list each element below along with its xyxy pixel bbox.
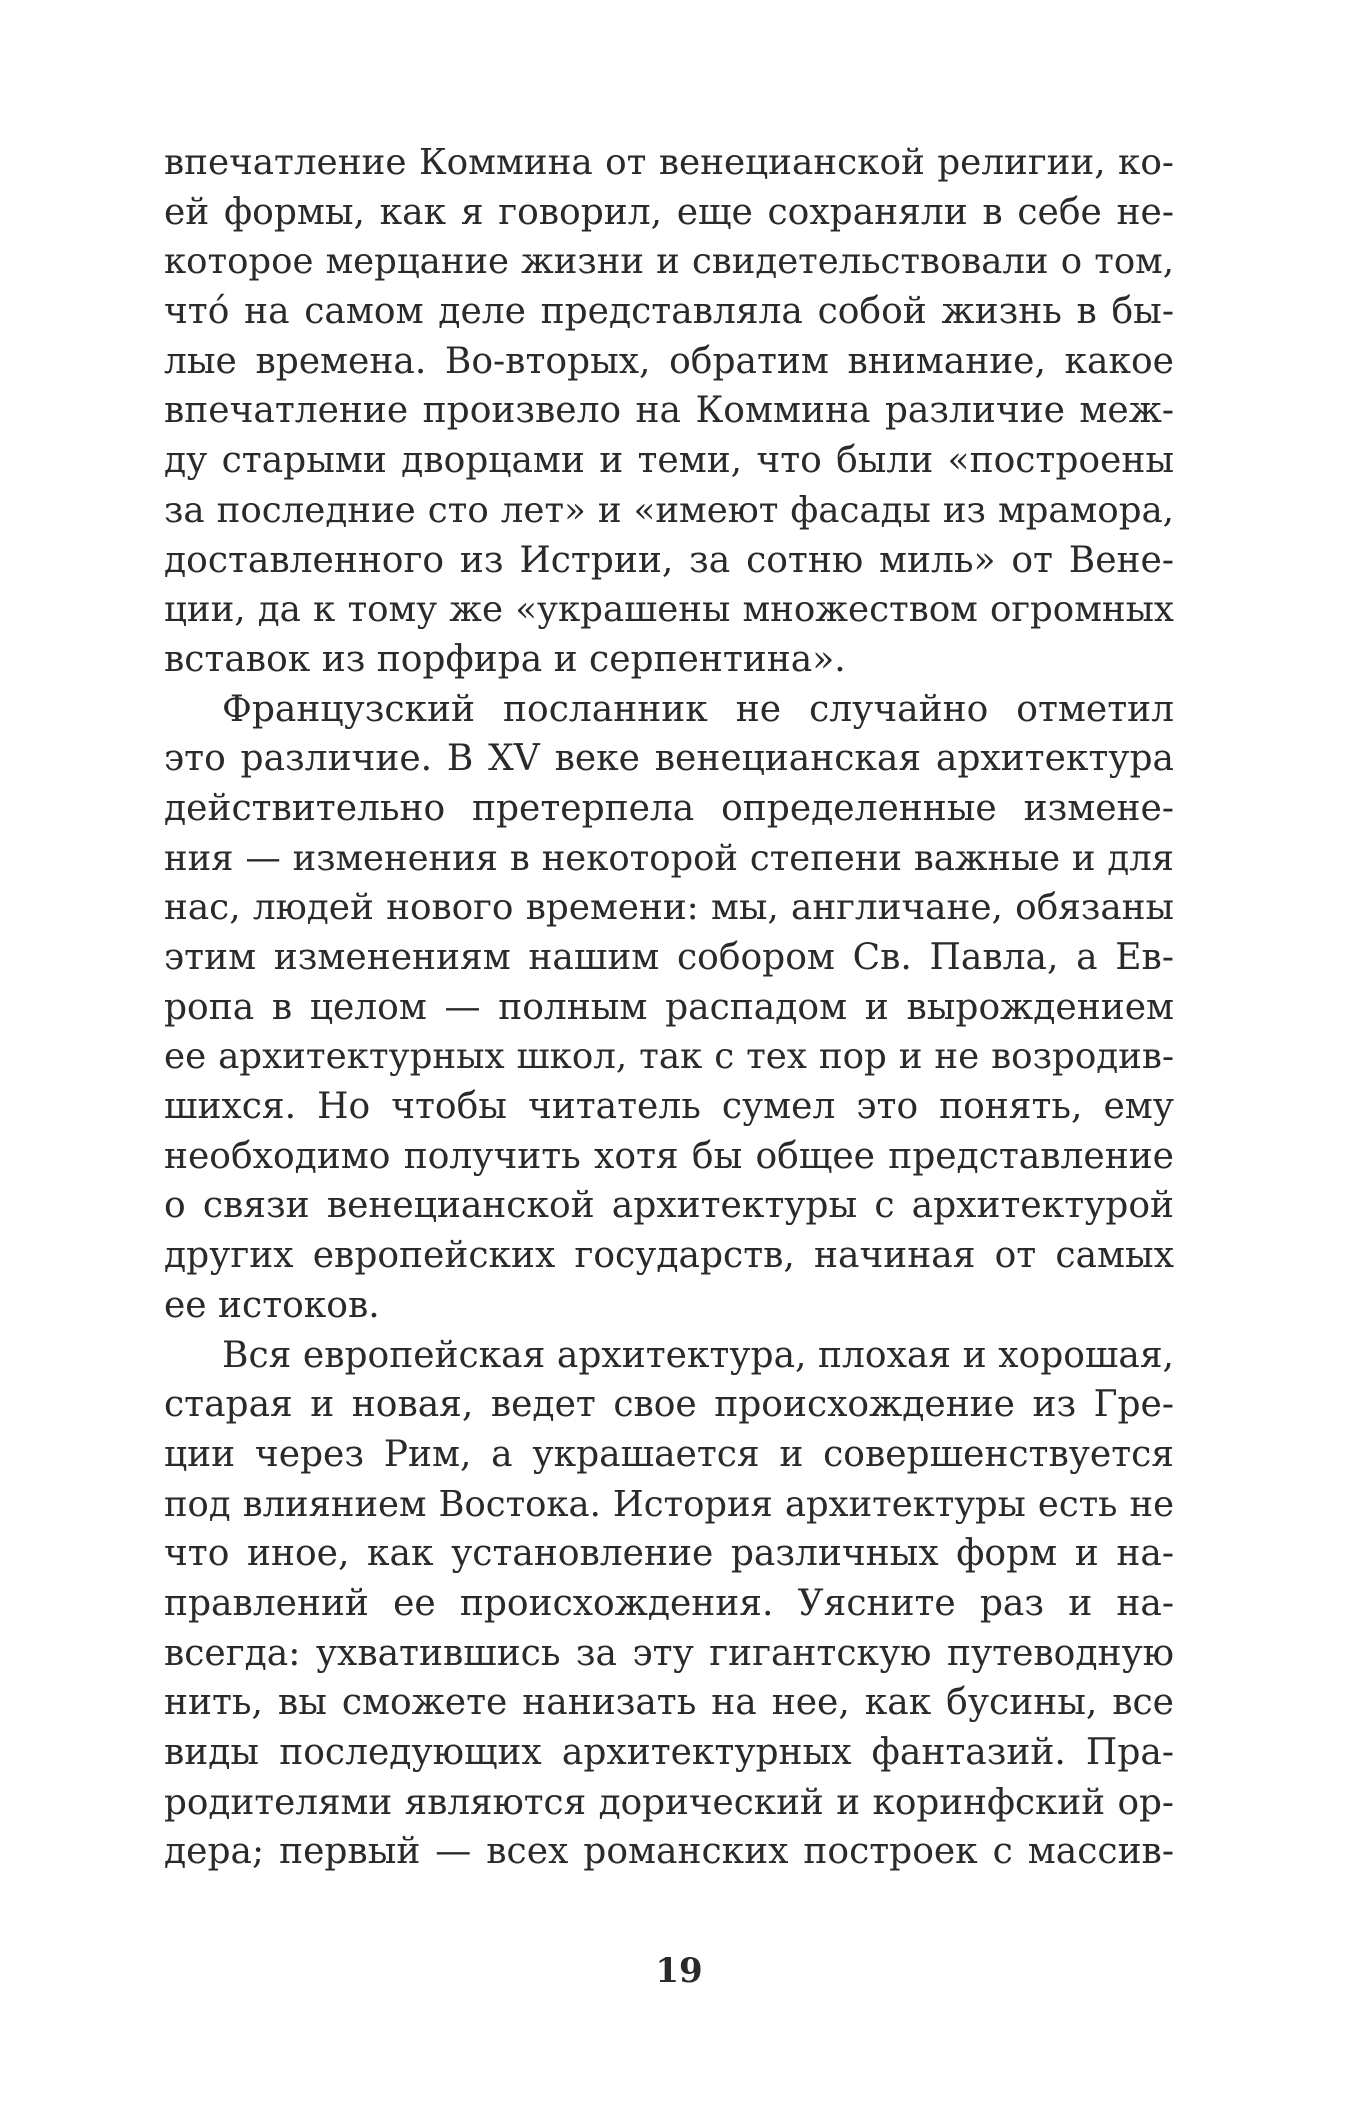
text-line: этим изменениям нашим собором Св. Павла, а Ев- [164, 937, 1174, 978]
text-line: родителями являются дорический и коринфский ор- [164, 1781, 1174, 1823]
text-line: вставок из порфира и серпентина». [164, 638, 846, 680]
text-line: впечатление произвело на Коммина различие меж- [164, 390, 1174, 432]
text-line: о связи венецианской архитектуры с архитектурой [164, 1185, 1174, 1227]
text-line: других европейских государств, начиная от самых [164, 1235, 1174, 1277]
text-line: нас, людей нового времени: мы, англичане, обязаны [164, 887, 1174, 929]
text-line: действительно претерпела определенные измене- [164, 787, 1174, 829]
text-line: доставленного из Истрии, за сотню миль» от Вене- [164, 539, 1174, 581]
text-line: которое мерцание жизни и свидетельствовали о том, [164, 241, 1174, 283]
text-line: лые времена. Во-вторых, обратим внимание, какое [164, 340, 1174, 382]
text-line: чтó на самом деле представляла собой жизнь в бы- [164, 291, 1174, 333]
paragraph-3 [164, 1331, 1174, 1878]
text-line: ду старыми дворцами и теми, что были «построены [164, 440, 1174, 482]
text-line: ропа в целом — полным распадом и вырождением [164, 986, 1174, 1028]
paragraph-2 [164, 685, 1174, 1331]
text-line: Французский посланник не случайно отметил [222, 688, 1174, 730]
text-line: ции через Рим, а украшается и совершенствуется [164, 1433, 1174, 1475]
text-line: дера; первый — всех романских построек с массив- [164, 1831, 1174, 1873]
text-line: Вся европейская архитектура, плохая и хорошая, [222, 1334, 1174, 1376]
text-line: ей формы, как я говорил, еще сохраняли в себе не- [164, 191, 1174, 233]
text-line: виды последующих архитектурных фантазий. Пра- [164, 1732, 1174, 1773]
page-number: 19 [655, 1951, 703, 1991]
text-line: нить, вы сможете нанизать на нее, как бусины, все [164, 1682, 1174, 1724]
text-line: всегда: ухватившись за эту гигантскую путеводную [164, 1632, 1174, 1674]
text-line: ее истоков. [164, 1284, 380, 1326]
text-line: впечатление Коммина от венецианской религии, ко- [164, 142, 1174, 183]
text-line: ния — изменения в некоторой степени важные и для [164, 837, 1174, 879]
body-text [164, 138, 1174, 1877]
text-line: это различие. В XV веке венецианская архитектура [164, 738, 1174, 780]
text-line: ции, да к тому же «украшены множеством огромных [164, 589, 1174, 631]
text-line: ее архитектурных школ, так с тех пор и не возродив- [164, 1036, 1174, 1078]
text-line: необходимо получить хотя бы общее представление [164, 1135, 1174, 1177]
text-line: старая и новая, ведет свое происхождение из Гре- [164, 1384, 1174, 1426]
text-line: что иное, как установление различных форм и на- [164, 1533, 1174, 1575]
text-line: под влиянием Востока. История архитектуры есть не [164, 1483, 1174, 1525]
text-line: за последние сто лет» и «имеют фасады из мрамора, [164, 489, 1174, 531]
text-line: правлений ее происхождения. Уясните раз и на- [164, 1582, 1174, 1624]
text-line: шихся. Но чтобы читатель сумел это понять, ему [164, 1086, 1174, 1128]
paragraph-1 [164, 138, 1174, 685]
